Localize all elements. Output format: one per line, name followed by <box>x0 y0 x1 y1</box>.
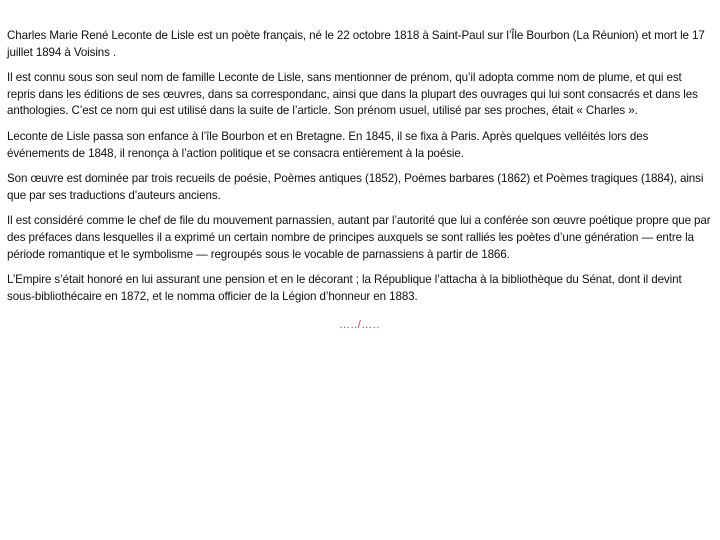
paragraph-youth: Leconte de Lisle passa son enfance à l’île Bourbon et en Bretagne. En 1845, il se fixa à Paris. Après quelques velléités lors des événements de 1848, il renonça à l’action politique et se consacra entièrement à la poésie. <box>7 129 649 160</box>
paragraph-birth-death: Charles Marie René Leconte de Lisle est un poète français, né le 22 octobre 1818 à Saint-Paul sur l’Île Bourbon (La Réunion) et mort le 17 juillet 1894 à Voisins . <box>7 29 705 59</box>
continuation-marker: …../….. <box>339 319 380 332</box>
paragraph-works: Son œuvre est dominée par trois recueils de poésie, Poèmes antiques (1852), Poèmes barbares (1862) et Poèmes tragiques (1884), ainsi que par ses traductions d’auteurs anciens. <box>7 172 704 202</box>
paragraph-honours: L’Empire s’était honoré en lui assurant une pension et en le décorant ; la République l’attacha à la bibliothèque du Sénat, dont il devint sous-bibliothécaire en 1872, et le nomma officier de la Légion d’honneur en 1883. <box>7 273 682 303</box>
paragraph-parnassian: Il est considéré comme le chef de file du mouvement parnassien, autant par l’autorité que lui a conférée son œuvre poétique propre que par des préfaces dans lesquelles il a exprimé un certain nombre de principes auxquels se sont ralliés les poètes d’une génération — entre la période romantique et le symbolisme — regroupés sous le vocable de parnassiens à partir de 1866. <box>7 214 711 261</box>
document-body <box>7 28 712 334</box>
paragraph-pen-name: Il est connu sous son seul nom de famille Leconte de Lisle, sans mentionner de prénom, qu’il adopta comme nom de plume, et qui est repris dans les éditions de ses œuvres, dans sa correspondanc, ainsi que dans la plupart des ouvrages qui lui sont consacrés et dans les anthologies. C’est ce nom qui est utilisé dans la suite de l’article. Son prénom usuel, utilisé par ses proches, était « Charles ». <box>7 71 698 118</box>
